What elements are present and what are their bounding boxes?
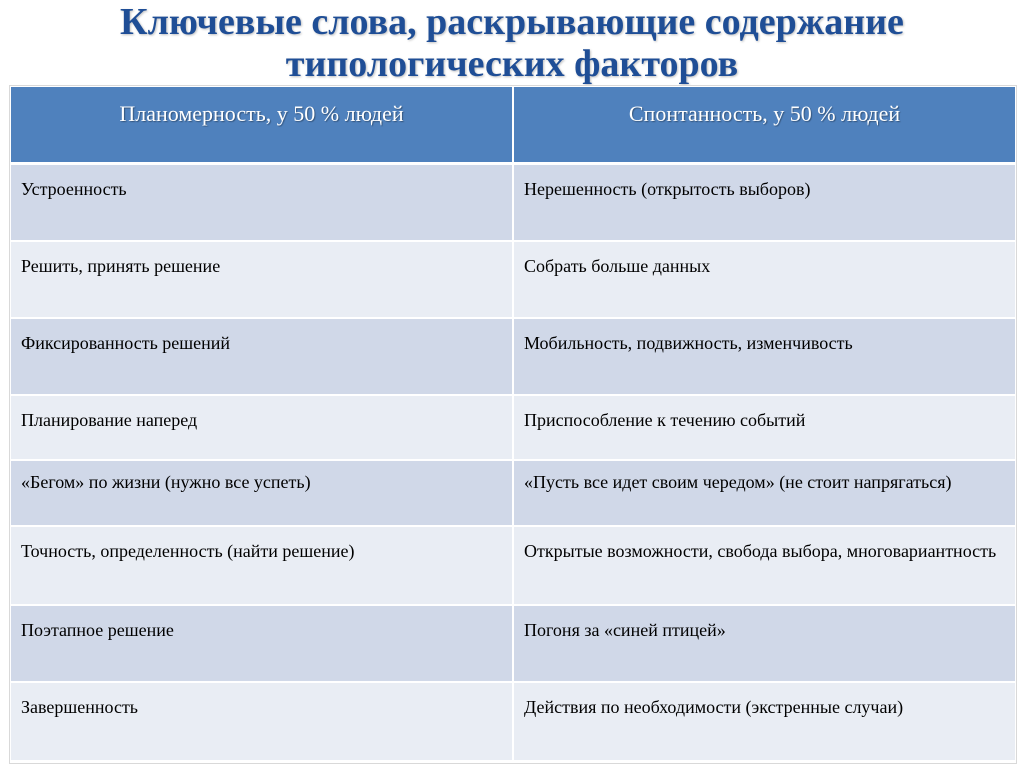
slide-title-line-1: Ключевые слова, раскрывающие содержание: [120, 1, 904, 43]
table-cell-planning: Завершенность: [11, 682, 513, 761]
table-cell-spontaneity: Нерешенность (открытость выборов): [513, 164, 1015, 242]
table-row: [11, 241, 1015, 318]
table-cell-spontaneity: Собрать больше данных: [513, 241, 1015, 318]
table-cell-planning: Решить, принять решение: [11, 241, 513, 318]
table-row: [11, 318, 1015, 395]
table-cell-planning: «Бегом» по жизни (нужно все успеть): [11, 460, 513, 526]
table-row: [11, 526, 1015, 605]
table-row: [11, 460, 1015, 526]
table-cell-spontaneity: «Пусть все идет своим чередом» (не стоит напрягаться): [513, 460, 1015, 526]
table-row: [11, 395, 1015, 460]
slide-title: [0, 0, 1024, 85]
table-header-row: [11, 87, 1015, 164]
slide-title-line-2: типологических факторов: [285, 43, 739, 85]
table-row: [11, 164, 1015, 242]
table-cell-spontaneity: Мобильность, подвижность, изменчивость: [513, 318, 1015, 395]
table-cell-planning: Фиксированность решений: [11, 318, 513, 395]
table-cell-planning: Точность, определенность (найти решение): [11, 526, 513, 605]
table-cell-spontaneity: Открытые возможности, свобода выбора, многовариантность: [513, 526, 1015, 605]
table-cell-planning: Поэтапное решение: [11, 605, 513, 682]
table-cell-planning: Устроенность: [11, 164, 513, 242]
keywords-table: [10, 86, 1016, 763]
table-cell-spontaneity: Погоня за «синей птицей»: [513, 605, 1015, 682]
table-cell-spontaneity: Действия по необходимости (экстренные случаи): [513, 682, 1015, 761]
column-header-spontaneity: Спонтанность, у 50 % людей: [513, 87, 1015, 164]
table-row: [11, 682, 1015, 761]
column-header-planning: Планомерность, у 50 % людей: [11, 87, 513, 164]
table-row: [11, 605, 1015, 682]
table-cell-planning: Планирование наперед: [11, 395, 513, 460]
table-cell-spontaneity: Приспособление к течению событий: [513, 395, 1015, 460]
